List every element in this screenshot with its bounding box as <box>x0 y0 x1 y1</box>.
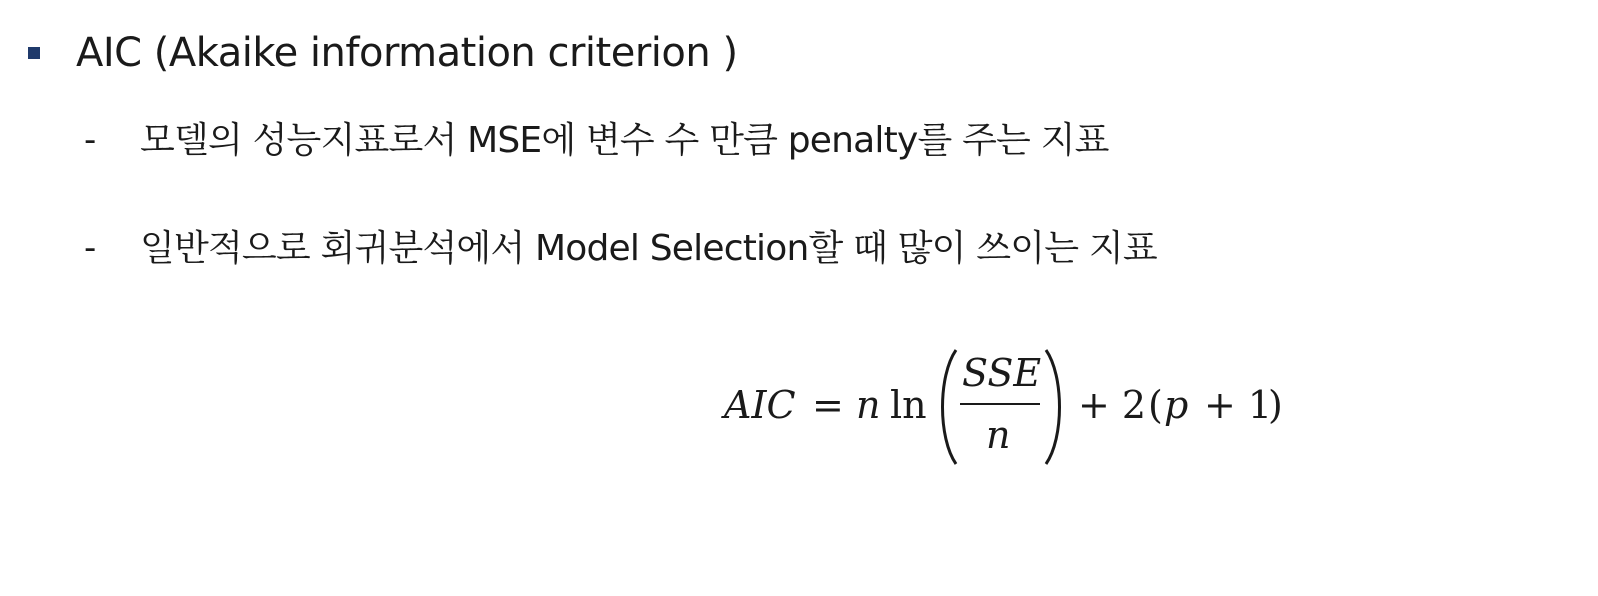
formula-n: n <box>856 383 881 427</box>
formula-open-paren: ( <box>1148 383 1163 427</box>
right-paren-icon <box>1042 348 1068 466</box>
bullet-square-icon <box>28 47 40 59</box>
page-heading: AIC (Akaike information criterion ) <box>76 30 738 76</box>
left-paren-icon <box>934 348 960 466</box>
formula-p: p <box>1164 383 1189 427</box>
formula-equals: = <box>812 383 844 427</box>
formula-lhs: AIC <box>724 383 796 427</box>
point-2-text: 일반적으로 회귀분석에서 Model Selection할 때 많이 쓰이는 지표 <box>140 228 1157 269</box>
formula-close-paren: ) <box>1268 383 1283 427</box>
aic-formula <box>724 340 1304 470</box>
formula-plus-two: + 2 <box>1078 383 1147 427</box>
fraction-numerator: SSE <box>962 351 1042 395</box>
dash-marker: - <box>84 228 97 268</box>
dash-marker: - <box>84 120 97 160</box>
fraction-denominator: n <box>986 413 1011 457</box>
formula-ln: ln <box>890 383 927 427</box>
point-1-text: 모델의 성능지표로서 MSE에 변수 수 만큼 penalty를 주는 지표 <box>140 120 1109 161</box>
formula-plus-one: + 1 <box>1204 383 1273 427</box>
fraction-bar <box>960 403 1040 405</box>
